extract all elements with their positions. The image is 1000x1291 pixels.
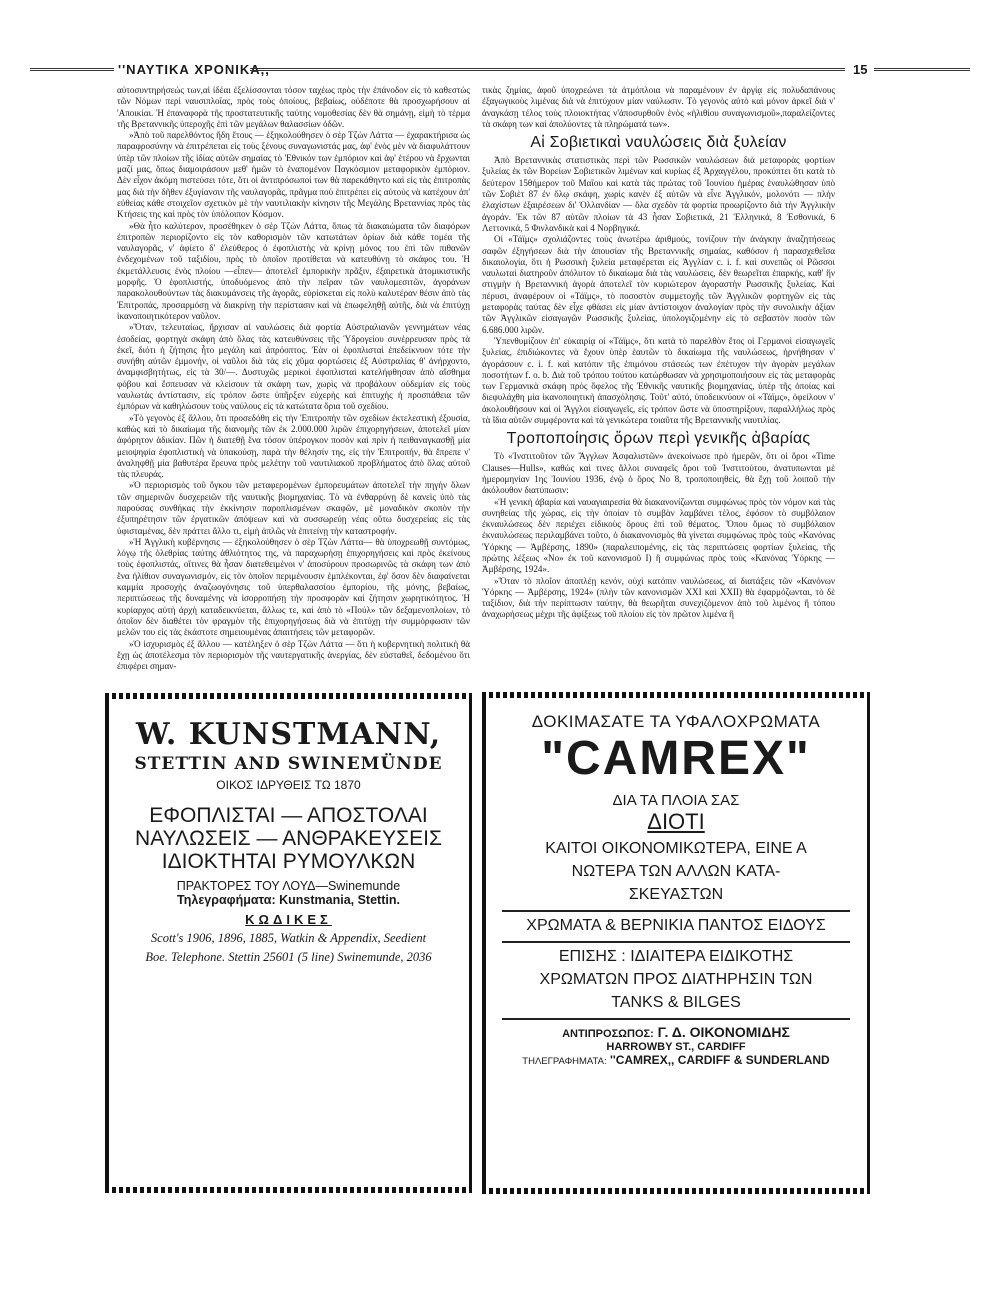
article-paragraph: »Ὁ ἰσχυρισμὸς ἐξ ἄλλου — κατέληξεν ὁ σὲρ Τζὼν Λάττα — ὅτι ἡ κυβερνητικὴ πολιτικὴ θὰ ἔχῃ ὡς ἀποτέλεσμα τὸν περιορισμὸν τῆς ναυτεργατικῆς ἀνεργίας, δὲν εὐσταθεῖ, δεδομένου ὅτι ἐπιφέρει σημαν- bbox=[117, 638, 470, 672]
ad-services-line: ΕΦΟΠΛΙΣΤΑΙ — ΑΠΟΣΤΟΛΑΙ bbox=[149, 804, 428, 827]
article-paragraph: »Ἀπὸ τοῦ παρελθόντος ἤδη ἔτους — ἐξηκολούθησεν ὁ σὲρ Τζὼν Λάττα — ἐχαρακτήρισα ὡς παραφροσύνην νὰ ἐπιτρέπεται εἰς τοὺς ξένους συναγωνιστάς μας, ἀφ' ἑνὸς μὲν νὰ διαφυλάττουν ὑπὲρ τῶν πλοίων τῆς ἰδίας αὐτῶν σημαίας τὸ 'Εθνικόν των ἐμπόριον καὶ ἀφ' ἑτέρου νὰ ἔρχωνται μαζί μας, ὅπως διαμοιράσουν μεθ' ἡμῶν τὸ ἐναπομένον Παγκόσμιον μεταφορικὸν ἐμπόριον. Δὲν εἶχον ἀκόμη πιστεύσει τότε, ὅτι οἱ ἀντιπρόσωποί των θὰ παρεκάθηντο καὶ εἰς τὰς ἐπιτροπὰς μας διὰ τὴν δῆθεν ἐξυγίανσιν τῆς ναυλαγορᾶς, πρᾶγμα ποὺ ἐπιτρέπει εἰς αὐτοὺς νὰ κατέχουν ἀπ' εὐθείας κάθε στοιχεῖον σχετικὸν μὲ τὴν ναυτιλιακὴν κίνησιν τῆς Μεγάλης Βρεταννίας πρὸς τὰς Κτήσεις της καὶ πρὸς τὸν ὑπόλοιπον Κόσμον. bbox=[117, 130, 470, 220]
page-number: 15 bbox=[853, 62, 868, 77]
ad-rep-label: ΑΝΤΙΠΡΟΣΩΠΟΣ: bbox=[562, 1028, 654, 1040]
ad-locations: STETTIN AND SWINEMÜNDE bbox=[134, 754, 443, 774]
left-column bbox=[117, 85, 470, 688]
article-paragraph: »Ὅταν τὸ πλοῖον ἀποπλέῃ κενόν, οὐχὶ κατόπιν ναυλώσεως, αἱ διατάξεις τῶν «Κανόνων Ὑόρκης — Ἀμβέρσης, 1924» (πλὴν τῶν κανονισμῶν XXI καὶ XXII) θὰ ἐφαρμόζωνται, τὸ δὲ ταξίδιον, διὰ τὴν περίπτωσιν ταύτην, θὰ θεωρῆται συνεχιζόμενον ἀπὸ τοῦ λιμένος ἢ τόπου ἀναχωρήσεως μέχρι τῆς ἀφίξεως τοῦ πλοίου εἰς τὸν πρῶτον λιμένα ἢ bbox=[482, 575, 835, 620]
ad-specialty-line: ΕΠΙΣΗΣ : ΙΔΙΑΙΤΕΡΑ ΕΙΔΙΚΟΤΗΣ bbox=[558, 948, 794, 965]
ad-agents: ΠΡΑΚΤΟΡΕΣ ΤΟΥ ΛΟΥΔ—Swinemunde bbox=[176, 879, 401, 893]
section-title: Αἱ Σοβιετικαὶ ναυλώσεις διὰ ξυλείαν bbox=[530, 134, 787, 152]
ad-specialty-line: ΧΡΩΜΑΤΩΝ ΠΡΟΣ ΔΙΑΤΗΡΗΣΙΝ ΤΩΝ bbox=[539, 971, 813, 988]
ad-tagline: ΔΟΚΙΜΑΣΑΤΕ ΤΑ ΥΦΑΛΟΧΡΩΜΑΤΑ bbox=[531, 712, 821, 731]
ad-divider bbox=[502, 1018, 850, 1020]
ad-codes-line: Scott's 1906, 1896, 1885, Watkin & Appendix, Seedient bbox=[150, 931, 427, 945]
article-paragraph: »Ὁ περιορισμὸς τοῦ ὄγκου τῶν μεταφερομένων ἐμπορευμάτων ἀποτελεῖ τὴν πηγὴν ὅλων τῶν σημερινῶν δυσχερειῶν τῆς ναυτικῆς βιομηχανίας. Τὸ νὰ ἐνθαρρύνῃ δὲ κανεὶς ὑπὸ τὰς παρούσας συνθήκας τὴν ἐκκίνησιν παροπλισμένων σκαφῶν, μὲ μοναδικὸν σκοπὸν τὴν ἐξυπηρέτησιν τῶν ἐργατικῶν ἀπόψεων καὶ νὰ συσσωρεύῃ νέας οὕτω δυσχερείας εἰς τὰς ὑφισταμένας, δὲν πράττει ἄλλο τι, εἰμὴ ἀπλῶς νὰ ἐπιτείνῃ τὴν καταστροφήν. bbox=[117, 480, 470, 536]
header-rule-end bbox=[874, 68, 970, 71]
kunstmann-advertisement bbox=[105, 693, 472, 1193]
camrex-advertisement bbox=[482, 692, 870, 1194]
ad-reason-line: ΣΚΕΥΑΣΤΩΝ bbox=[628, 886, 724, 903]
ad-divider bbox=[502, 910, 850, 912]
article-paragraph: Οἱ «Τάϊμς» σχολιάζοντες τοὺς ἀνωτέρω ἀριθμούς, τονίζουν τὴν ἀνάγκην ἀναζητήσεως σαφῶν ἐξηγήσεων διὰ τὴν ἀπουσίαν τῆς Βρεταννικῆς σημαίας, καθόσον ἡ παρασχεθεῖσα δικαιολογία, ὅτι ἡ Ρωσσικὴ ξυλεία μεταφέρεται εἰς Ἀγγλίαν c. i. f. καὶ συνεπῶς οἱ Ρῶσσοι ναυλωταὶ διατηροῦν ἀπόλυτον τὸ δικαίωμα διὰ τὰς ναυλώσεις, δὲν θεωρεῖται ἐπαρκής, καθ' ἣν στιγμὴν ἡ Βρεταννικὴ ἀγορὰ ἀποτελεῖ τὸν κυριώτερον ἀγοραστὴν Ρωσσικῆς ξυλείας. Καὶ πέρυσι, ἀναφέρουν οἱ «Τάϊμς», τὸ ποσοστὸν συμμετοχῆς τῶν Ἀγγλικῶν φορτηγῶν εἰς τὰς μεταφορὰς ταύτας δὲν εἶχε φθάσει εἰς μίαν ἀντίστοιχον ἀναλογίαν πρὸς τὴν συνολικὴν ἀξίαν τῶν Ἀγγλικῶν εἰσαγωγῶν Ρωσσικῆς ξυλείας, ὑπολογιζομένην εἰς τὸ σεβαστὸν ποσὸν τῶν 6.686.000 λιρῶν. bbox=[482, 234, 835, 335]
ad-reason-line: ΝΩΤΕΡΑ ΤΩΝ ΑΛΛΩΝ ΚΑΤΑ- bbox=[571, 863, 781, 880]
ad-telegraph: Τηλεγραφήματα: Kunstmania, Stettin. bbox=[177, 893, 400, 907]
ad-company-name: W. KUNSTMANN, bbox=[135, 717, 442, 752]
ad-representative bbox=[492, 1024, 860, 1040]
ad-rep-address: HARROWBY ST., CARDIFF bbox=[606, 1041, 746, 1053]
ad-founded: ΟΙΚΟΣ ΙΔΡΥΘΕΙΣ ΤΩ 1870 bbox=[216, 778, 361, 792]
article-paragraph: Ἀπὸ Βρεταννικὰς στατιστικὰς περὶ τῶν Ρωσσικῶν ναυλώσεων διὰ μεταφορὰς φορτίων ξυλείας ἐκ τῶν Βορείων Σοβιετικῶν λιμένων καὶ κυρίως ἐξ Ἀρχαγγέλου, προκύπτει ὅτι κατὰ τὸ δεύτερον 15θήμερον τοῦ Μαΐου καὶ κατὰ τὰς πρώτας τοῦ Ἰουνίου ἡμέρας ἐναυλώθησαν ὑπὸ τῶν Σοβιὲτ 87 ἐν ὅλῳ σκάφη, χωρὶς κανὲν ἐξ αὐτῶν νὰ εἶνε Ἀγγλικόν, μολονότι — πλὴν ἐλαχίστων ἐξαιρέσεων δι' Ὁλλανδίαν — ὅλα σχεδὸν τὰ φορτία προωρίζοντο διὰ τὴν Ἀγγλικὴν ἀγοράν. Ἐκ τῶν 87 αὐτῶν πλοίων τὰ 43 ἦσαν Σοβιετικά, 21 Ἑλληνικά, 8 Ἐσθονικά, 6 Λεττονικά, 5 Φινλανδικὰ καὶ 4 Νορβηγικά. bbox=[482, 155, 835, 233]
ad-because: ΔΙΟΤΙ bbox=[647, 809, 705, 834]
header-rule-left bbox=[30, 68, 114, 71]
right-column bbox=[482, 85, 835, 682]
ad-telegraph-value: ''CAMREX,, CARDIFF & SUNDERLAND bbox=[609, 1053, 830, 1067]
ad-divider bbox=[502, 941, 850, 943]
article-paragraph: »Ἡ Ἀγγλικὴ κυβέρνησις — ἐξηκολούθησεν ὁ σὲρ Τζὼν Λάττα— θὰ ὑποχρεωθῇ συντόμως, λόγῳ τῆς ὀλεθρίας ταύτης ἀθλιότητος της, νὰ παραχωρήσῃ ἐπιχορηγήσεις καὶ πρὸς ἐκείνους τοὺς ἐφοπλιστάς, οἵτινες θὰ ἦσαν διατεθειμένοι ν' ἀποσύρουν προσωρινῶς τὰ σκάφη των ἀπὸ ἕνα ἠλίθιον συναγωνισμόν, εἰς τὸν ὁποῖον περιμένουσιν ἐμπλέκονται, ἐφ' ὅσον δὲν διαφαίνεται καμμία προσοχὴς ἀναζωογόνησις τοῦ ὑπερθαλασσίου ἐμπορίου, τῆς μόνης, βεβαίως, περιπτώσεως τῆς δυναμένης νὰ ἰσορροπήσῃ τὴν προσφορὰν καὶ ζήτησιν χωρητικότητος. Ἡ κυρίαρχος αὐτὴ ἀρχὴ καταδεικνύεται, ἄλλως τε, καὶ ἀπὸ τὸ «Πούλ» τῶν δεξαμενοπλοίων, τὸ ὁποῖον δὲν διαθέτει τὸν φραγμὸν τῆς ἐπιχορηγήσεως διὰ νὰ ἐπιτύχῃ τὴν συμμόρφωσιν τῶν μελῶν του εἰς τὰς ἑκάστοτε σημειουμένας ἀπαιτήσεις τῶν μεταφορῶν. bbox=[117, 536, 470, 638]
article-paragraph: Ὑπενθυμίζουν ἐπ' εὐκαιρίᾳ οἱ «Τάϊμς», ὅτι κατὰ τὸ παρελθὸν ἔτος οἱ Γερμανοὶ εἰσαγωγεῖς ξυλείας, ἐπιδιώκοντες νὰ ἔχουν ὑπὲρ ἑαυτῶν τὸ δικαίωμα τῆς ναυλώσεως, ἠρνήθησαν ν' ἀγοράσουν c. i. f. καὶ κατόπιν τῆς ἐπιμόνου στάσεώς των ἐπέτυχον τὴν ἀγορὰν μεγάλων ποσοτήτων f. o. b. Διὰ τοῦ τρόπου τούτου κατώρθωσαν νὰ χρησιμοποιήσουν εἰς τὰς μεταφορὰς των Γερμανικὰ σκάφη πρὸς ὄφελος τῆς Ἐθνικῆς ναυτικῆς βιομηχανίας, ὑπὲρ τῆς ὁποίας καὶ διεφυλάχθη μία ἱκανοποιητικὴ ἀπασχόλησις. Τοῦτ' αὐτό, ὑποδεικνύουν οἱ «Τάϊμς», ὀφείλουν ν' ἀκολουθήσουν καὶ οἱ Ἄγγλοι εἰσαγωγεῖς, εἰς τρόπον ὥστε νὰ ὑποστηρίξουν, παραλλήλως πρὸς τὰ ἴδια αὐτῶν συμφέροντα καὶ τὰ γενικώτερα τοιαῦτα τῆς Βρεταννικῆς ναυτιλίας. bbox=[482, 335, 835, 426]
article-paragraph: »Ὅταν, τελευταίως, ἤρχισαν αἱ ναυλώσεις διὰ φορτία Αὐστραλιανῶν γεννημάτων νέας ἐσοδείας, φορτηγὰ σκάφη ἀπὸ ὅλας τὰς κατευθύνσεις τῆς Ὑδρογείου συνέρρευσαν πρὸς τὰ ἐκεῖ, διότι ἡ ζήτησις ἦτο μεγάλη καὶ ἀπρόοπτος. Ἐὰν οἱ ἐφοπλισταὶ ἐπεδείκνυον τότε τὴν συνήθη αὐτῶν ἐμμονήν, οἱ ναῦλοι διὰ τὰς εἰς χῦμα φορτώσεις ἐξ Αὐστραλίας θ' ἀνήρχοντο, ἀναμφισβητήτως, εἰς τὰ 30/—. Δυστυχῶς μερικοὶ ἐφοπλισταὶ κατελήφθησαν ἀπὸ αἴσθημα φόβου καὶ ἔσπευσαν νὰ κλείσουν τὰ σκάφη των, χωρὶς νὰ προβάλουν οὐδεμίαν εἰς τοὺς ναυλωτὰς ἀντίστασιν, εἰς τρόπον ὥστε ὑπῆρξεν εὐχερὴς καὶ ἐπιτυχὴς ἡ προσπάθεια τῶν ἐμπόρων νὰ καθηλώσουν τοὺς ναύλους εἰς τὰ κατώτατα ὅρια τοῦ σχεδίου. bbox=[117, 322, 470, 412]
ad-codes-line: Boe. Telephone. Stettin 25601 (5 line) Swinemunde, 2036 bbox=[145, 950, 432, 964]
article-paragraph: «Ἡ γενικὴ ἀβαρία καὶ ναυαγιαιρεσία θὰ διακανονίζωνται συμφώνως πρὸς τὸν νόμον καὶ τὰς συνηθείας τῆς χώρας, εἰς τὴν ὁποίαν τὸ συμβὰν λαμβάνει τέλος, ἐφόσον τὸ συμβόλαιον ἐκναυλώσεως δὲν περιέχει εἰδικοὺς ὅρους ἐπὶ τοῦ θέματος. Ὅπου ὅμως τὸ συμβόλαιον ἐκναυλώσεως περιλαμβάνει τοῦτο, ὁ διακανονισμὸς θὰ γίνεται συμφώνως πρὸς τοὺς «Κανόνας Ὑόρκης — Ἀμβέρσης, 1890» (παραλειπομένης, εἰς τὰς περιπτώσεις φορτίων ξυλείας, τῆς πρώτης λέξεως «No» ἐκ τοῦ κανονισμοῦ Ι) ἢ συμφώνως πρὸς τοὺς «Κανόνας Ὑόρκης — Ἀμβέρσης, 1924». bbox=[482, 496, 835, 575]
ad-services-line: ΝΑΥΛΩΣΕΙΣ — ΑΝΘΡΑΚΕΥΣΕΙΣ bbox=[135, 827, 442, 850]
section-title: Τροποποίησις ὅρων περὶ γενικῆς ἀβαρίας bbox=[506, 430, 811, 448]
ad-services-line: ΙΔΙΟΚΤΗΤΑΙ ΡΥΜΟΥΛΚΩΝ bbox=[161, 850, 416, 873]
ad-brand-name: "CAMREX" bbox=[541, 732, 811, 785]
article-paragraph: Τὸ «Ἰνστιτοῦτον τῶν Ἄγγλων Ἀσφαλιστῶν» ἀνεκοίνωσε πρὸ ἡμερῶν, ὅτι οἱ ὅροι «Time Clauses—Hulls», καθὼς καὶ τινες ἄλλοι συναφεῖς ὅροι τοῦ Ἰνστιτούτου, ἀνατυπωνται μὲ ἡμερομηνίαν 1ης Ἰουνίου 1936, ἐνῷ ὁ ὅρος No 8, τροποποιηθείς, θὰ ἔχῃ τοῦ λοιποῦ τὴν ἀκόλουθον διατύπωσιν: bbox=[482, 451, 835, 496]
ad-telegraph-label: ΤΗΛΕΓΡΑΦΗΜΑΤΑ: bbox=[522, 1056, 607, 1067]
journal-title: ''ΝΑΥΤΙΚΑ ΧΡΟΝΙΚΑ,, bbox=[118, 62, 270, 77]
ad-specialty-line: TANKS & BILGES bbox=[611, 994, 741, 1011]
header-rule-right bbox=[250, 68, 845, 71]
article-paragraph: τικὰς ζημίας, ἀφοῦ ὑποχρεώνει τὰ ἀτμόπλοια νὰ παραμένουν ἐν ἀργίᾳ εἰς πολυδαπάνους ἐξαγωγικοὺς λιμένας διὰ νὰ ἐπιτύχουν μίαν ναύλωσιν. Τὸ γεγονὸς αὐτὸ καὶ μόνον ἀρκεῖ διὰ ν' ἀναγκάσῃ τέλος τοὺς πλοιοκτήτας ν'ἀποσυρθοῦν ἑνὸς «ἠλιθίου συναγωνισμοῦ»,παραλείζοντες τὰ σκάφη των καὶ ἀπολύοντες τὰ πληρώματά των». bbox=[482, 85, 835, 129]
article-paragraph: »Θὰ ἦτο καλύτερον, προσέθηκεν ὁ σὲρ Τζὼν Λάττα, ὅπως τὰ διακαιώματα τῶν διαφόρων ἐπιτροπῶν περιορίζοντο εἰς τὸν καθορισμὸν τῶν κατωτάτων ὁρίων διὰ κάθε τομέα τῆς ναυλαγορᾶς, ν' ἀφίετο δ' ἐλεύθερος ὁ ἐφοπλιστὴς νὰ κρίνῃ μόνος του ἐπὶ τῶν πιθανῶν ἐνδεχομένων τοῦ ταξιδίου, πρὸς τὸ ὁποῖον προτίθεται νὰ κατευθύνῃ τὸ σκάφος του. Ἡ ἐκμετάλλευσις ἑνὸς πλοίου —εἶπεν— ἀποτελεῖ ἐμπορικὴν πρᾶξιν, ἐξαιρετικὰ ἀτομικιστικῆς μορφῆς. Ὁ ἐφοπλιστής, ὑποδυόμενος ἀπὸ τὴν πεῖραν τῶν ναυλομεσιτῶν, ἀγοράνων παρακολουθούντων τὰς διακυμάνσεις τῆς ἀγορᾶς, εὑρίσκεται εἰς πολὺ καλυτέραν θέσιν ἀπὸ τὰς Ἐπιτροπάς, προσαρμόσῃ νὰ διακρίνῃ τὴν περίστασιν καὶ νὰ ἐπωφεληθῇ αὐτῆς, διὰ νὰ ἐπιτύχῃ ἱκανοποιητικότερον ναῦλον. bbox=[117, 220, 470, 321]
article-paragraph: »Τὸ γεγονὸς ἐξ ἄλλου, ὅτι προσεδόθη εἰς τὴν Ἐπιτροπὴν τῶν σχεδίων ἐκτελεστικὴ ἐξουσία, καθὼς καὶ τὸ δικαίωμα τῆς διανομῆς τῶν ἐκ 2.000.000 λιρῶν ἐπιχορηγήσεων, ἀποτελεῖ μίαν ἀφόρητον ἀδικίαν. Πῶν ἡ διατεθῇ ἕνα τόσον ὑπέρογκον ποσὸν καὶ πρὶν ἡ πειθαναγκασθῇ μία μειοψηφία ἐφοπλιστικὴ νὰ ὑπακούσῃ, παρὰ τὴν θέλησίν της, εἰς τὴν Ἐπιτροπήν, θὰ ἔπρεπε ν' ἀναληφθῇ μία βαθυτέρα ἔρευνα πρὸς μελέτην τοῦ ναυτιλιακοῦ προβλήματος ἀπὸ ὅλας αὐτοῦ τὰς πλευράς. bbox=[117, 412, 470, 480]
ad-products: ΧΡΩΜΑΤΑ & ΒΕΡΝΙΚΙΑ ΠΑΝΤΟΣ ΕΙΔΟΥΣ bbox=[526, 917, 826, 934]
ad-telegraph bbox=[492, 1053, 860, 1067]
ad-reason-line: ΚΑΙΤΟΙ ΟΙΚΟΝΟΜΙΚΩΤΕΡΑ, ΕΙΝΕ Α bbox=[545, 840, 807, 857]
ad-rep-name: Γ. Δ. ΟΙΚΟΝΟΜΙΔΗΣ bbox=[657, 1024, 790, 1040]
ad-codes-heading: ΚΩΔΙΚΕΣ bbox=[245, 912, 332, 927]
ad-for-ships: ΔΙΑ ΤΑ ΠΛΟΙΑ ΣΑΣ bbox=[612, 792, 740, 809]
article-paragraph: αὐτοσυντηρήσεώς των,αἱ ἰδέαι ἐξελίσσονται τόσον ταχέως πρὸς τὴν ἐπάνοδον εἰς τὸ καθεστὼς τῶν Νόμων περὶ ναυσιπλοΐας, πρὸς τοὺς ὁποίους, βεβαίως, οὐδέποτε θὰ προσχωρήσουν αἱ 'Αποικίαι. Ἡ ἐπαναφορὰ τῆς προστατευτικῆς ταύτης νομοθεσίας δὲν θὰ σημάνῃ, εἰμὴ τὸ τέρμα τῆς Βρεταννικῆς ὑπεροχῆς ἐπὶ τῶν μεγάλων θαλασσίων ὁδῶν. bbox=[117, 85, 470, 129]
